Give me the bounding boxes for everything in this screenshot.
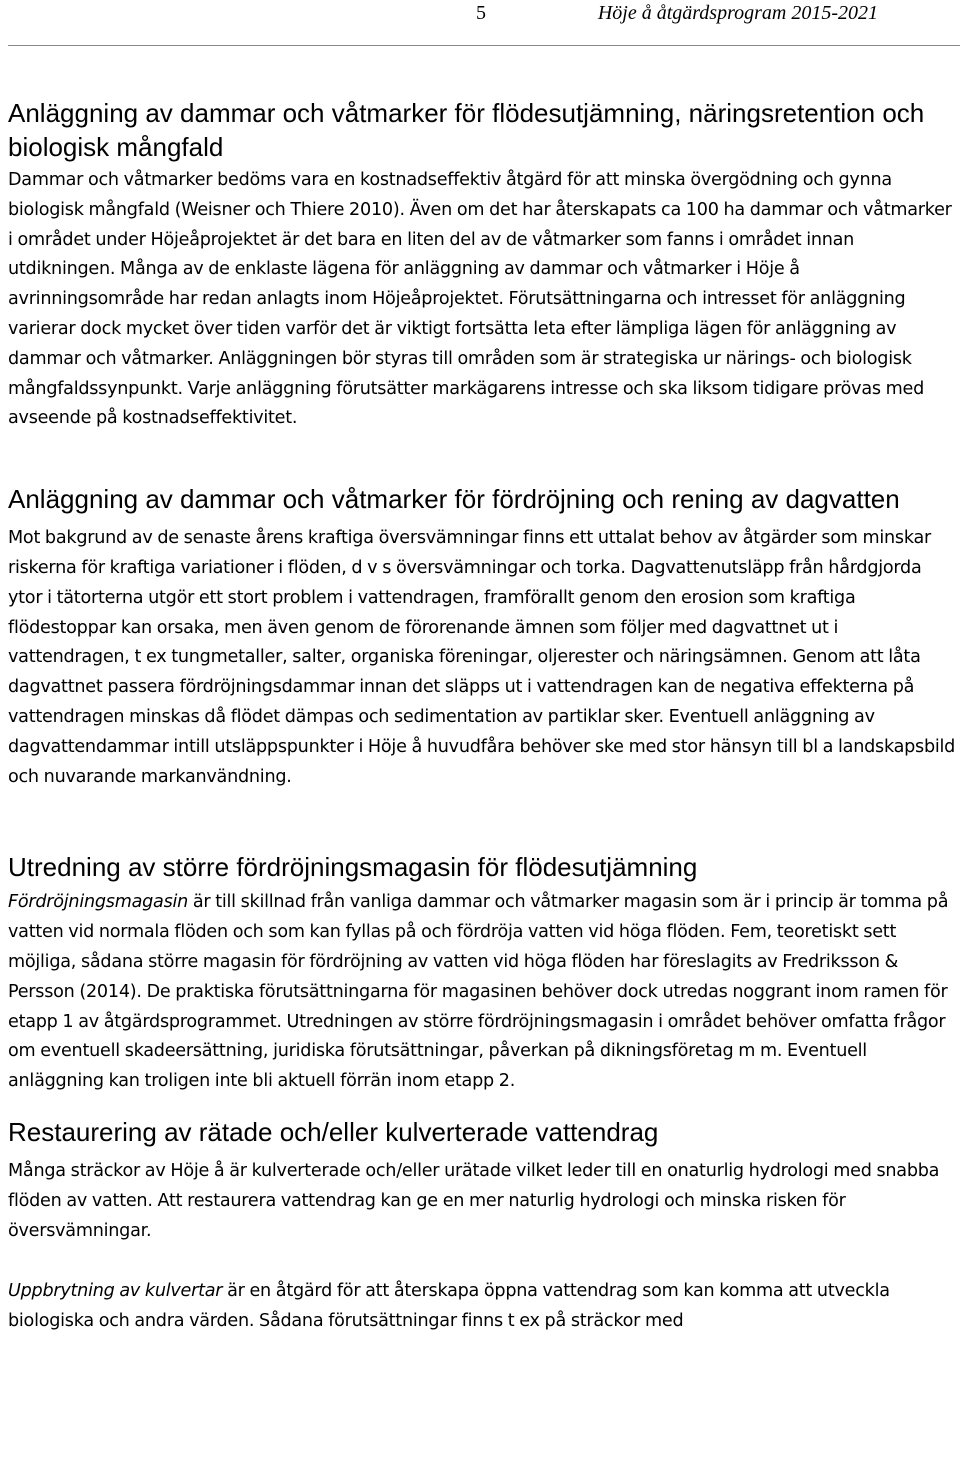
section-dagvatten bbox=[8, 482, 956, 792]
section-paragraph bbox=[8, 888, 956, 1097]
section-heading: Utredning av större fördröjningsmagasin för flödesutjämning bbox=[8, 852, 698, 883]
section-heading: Anläggning av dammar och våtmarker för flödesutjämning, näringsretention och biologisk mångfald bbox=[8, 98, 925, 162]
running-header bbox=[0, 0, 960, 40]
page-number: 5 bbox=[476, 2, 486, 24]
section-heading: Restaurering av rätade och/eller kulverterade vattendrag bbox=[8, 1116, 659, 1147]
section-paragraph: Många sträckor av Höje å är kulverterade och/eller urätade vilket leder till en onaturlig hydrologi med snabba flöden av vatten. Att restaurera vattendrag kan ge en mer naturlig hydrologi och minska risken för översvämningar. bbox=[8, 1160, 940, 1241]
running-title: Höje å åtgärdsprogram 2015-2021 bbox=[597, 2, 878, 24]
section-fordrojningsmagasin bbox=[8, 850, 956, 1097]
header-divider bbox=[8, 45, 960, 46]
paragraph-text: är en åtgärd för att återskapa öppna vattendrag som kan komma att utveckla biologiska och andra värden. Sådana förutsättningar finns t ex på sträckor med bbox=[8, 1281, 890, 1332]
section-restaurering bbox=[8, 1115, 956, 1337]
section-dammar-flodesutjamning bbox=[8, 96, 956, 434]
term-uppbrytning-kulvertar: Uppbrytning av kulvertar bbox=[8, 1281, 223, 1302]
page-body bbox=[8, 96, 956, 1337]
section-paragraph: Dammar och våtmarker bedöms vara en kostnadseffektiv åtgärd för att minska övergödning och gynna biologisk mångfald (Weisner och Thiere 2010). Även om det har återskapats ca 100 ha dammar och våtmarker i området under Höjeåprojektet är det bara en liten del av de våtmarker som fanns i området innan utdikningen. Många av de enklaste lägena för anläggning av dammar och våtmarker i Höje å avrinningsområde har redan anlagts inom Höjeåprojektet. Förutsättningarna och intresset för anläggning varierar dock mycket över tiden varför det är viktigt fortsätta leta efter lämpliga lägen för anläggning av dammar och våtmarker. Anläggningen bör styras till områden som är strategiska ur närings- och biologisk mångfaldssynpunkt. Varje anläggning förutsätter markägarens intresse och ska liksom tidigare prövas med avseende på kostnadseffektivitet. bbox=[8, 170, 952, 429]
term-fordrojningsmagasin: Fördröjningsmagasin bbox=[8, 892, 189, 913]
paragraph-text: är till skillnad från vanliga dammar och våtmarker magasin som är i princip är tomma på vatten vid normala flöden och som kan fyllas på och fördröja vatten vid höga flöden. Fem, teoretiskt sett möjliga, sådana större magasin för fördröjning av vatten vid höga flöden har föreslagits av Fredriksson & Persson (2014). De praktiska förutsättningarna för magasinen behöver dock utredas noggrant inom ramen för etapp 1 av åtgärdsprogrammet. Utredningen av större fördröjningsmagasin i området behöver omfatta frågor om eventuell skadeersättning, juridiska förutsättningar, påverkan på dikningsföretag m m. Eventuell anläggning kan troligen inte bli aktuell förrän inom etapp 2. bbox=[8, 892, 949, 1092]
section-heading: Anläggning av dammar och våtmarker för fördröjning och rening av dagvatten bbox=[8, 484, 900, 515]
section-paragraph-2 bbox=[8, 1277, 956, 1337]
section-paragraph: Mot bakgrund av de senaste årens kraftiga översvämningar finns ett uttalat behov av åtgärder som minskar riskerna för kraftiga variationer i flöden, d v s översvämningar och torka. Dagvattenutsläpp från hårdgjorda ytor i tätorterna utgör ett stort problem i vattendragen, framförallt genom den erosion som kraftiga flödestoppar kan orsaka, men även genom de förorenande ämnen som följer med dagvattnet ut i vattendragen, t ex tungmetaller, salter, organiska föreningar, oljerester och näringsämnen. Genom att låta dagvattnet passera fördröjningsdammar innan det släpps ut i vattendragen kan de negativa effekterna på vattendragen minskas då flödet dämpas och sedimentation av partiklar sker. Eventuell anläggning av dagvattendammar intill utsläppspunkter i Höje å huvudfåra behöver ske med stor hänsyn till bl a landskapsbild och nuvarande markanvändning. bbox=[8, 528, 956, 787]
